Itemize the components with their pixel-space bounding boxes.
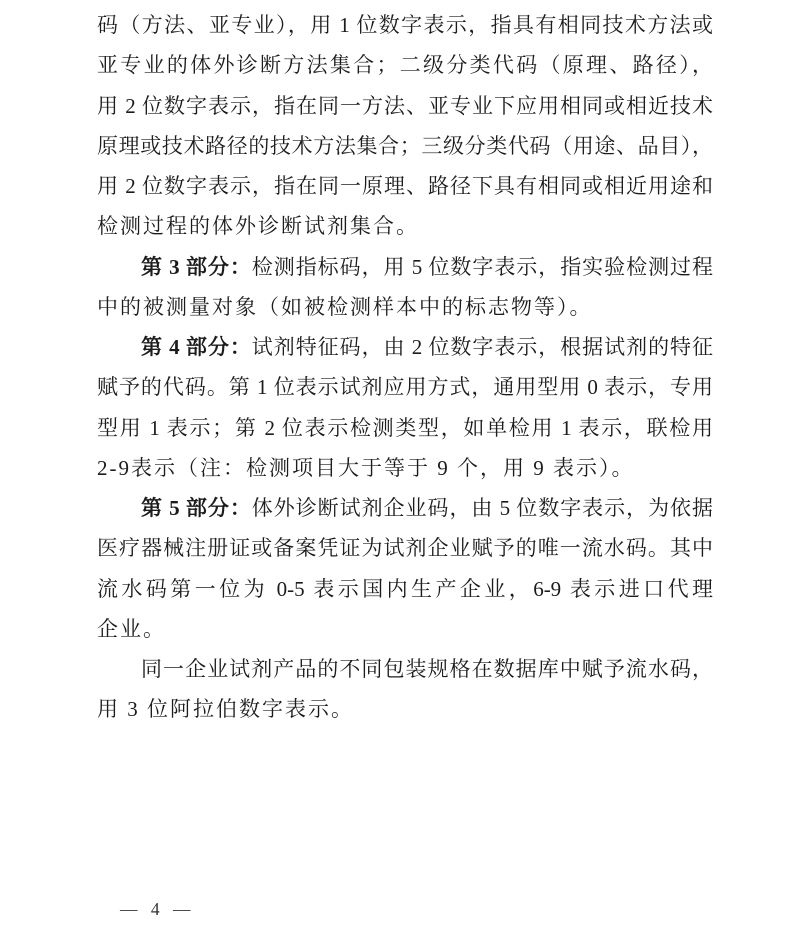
text-run: 企业。 [97, 616, 166, 641]
page-number: — 4 — [120, 899, 191, 919]
text-line [97, 569, 713, 609]
text-line [97, 689, 713, 729]
text-run: 2-9表示（注：检测项目大于等于 9 个，用 9 表示）。 [97, 455, 635, 480]
text-run: 流水码第一位为 0-5 表示国内生产企业，6-9 表示进口代理 [97, 576, 713, 601]
text-line [97, 528, 713, 568]
text-line [97, 86, 713, 126]
text-run: 用 3 位阿拉伯数字表示。 [97, 697, 354, 722]
text-run: 赋予的代码。第 1 位表示试剂应用方式，通用型用 0 表示，专用 [97, 375, 713, 400]
bold-run: 第 3 部分： [141, 254, 252, 279]
text-run: 原理或技术路径的技术方法集合；三级分类代码（用途、品目）， [97, 133, 713, 158]
text-run: 检测指标码，用 5 位数字表示，指实验检测过程 [251, 254, 714, 279]
text-run: 型用 1 表示；第 2 位表示检测类型，如单检用 1 表示，联检用 [97, 415, 713, 440]
text-run: 体外诊断试剂企业码，由 5 位数字表示，为依据 [251, 496, 714, 520]
bold-run: 第 4 部分： [141, 335, 252, 359]
text-line-section-4-heading [97, 327, 713, 367]
text-line [97, 5, 713, 45]
text-run: 医疗器械注册证或备案凭证为试剂企业赋予的唯一流水码。其中 [97, 536, 713, 561]
text-run: 同一企业试剂产品的不同包装规格在数据库中赋予流水码， [141, 657, 713, 681]
text-line [97, 367, 713, 407]
body-text [97, 5, 713, 730]
text-run: 码（方法、亚专业），用 1 位数字表示，指具有相同技术方法或 [97, 13, 713, 37]
text-line [97, 287, 713, 327]
text-run: 中的被测量对象（如被检测样本中的标志物等）。 [97, 294, 593, 319]
text-line [97, 126, 713, 166]
text-line [97, 448, 713, 488]
text-line [97, 609, 713, 649]
text-run: 检测过程的体外诊断试剂集合。 [97, 214, 419, 239]
text-run: 用 2 位数字表示，指在同一方法、亚专业下应用相同或相近技术 [97, 93, 713, 118]
text-line [97, 166, 713, 206]
text-line [97, 45, 713, 85]
text-line [97, 649, 713, 689]
text-line [97, 408, 713, 448]
bold-run: 第 5 部分： [141, 496, 252, 520]
text-run: 亚专业的体外诊断方法集合；二级分类代码（原理、路径）， [97, 53, 713, 78]
text-line-section-3-heading [97, 247, 713, 287]
text-run: 用 2 位数字表示，指在同一原理、路径下具有相同或相近用途和 [97, 174, 713, 198]
text-run: 试剂特征码，由 2 位数字表示，根据试剂的特征 [251, 335, 714, 359]
text-line-section-5-heading [97, 488, 713, 528]
text-line [97, 206, 713, 246]
